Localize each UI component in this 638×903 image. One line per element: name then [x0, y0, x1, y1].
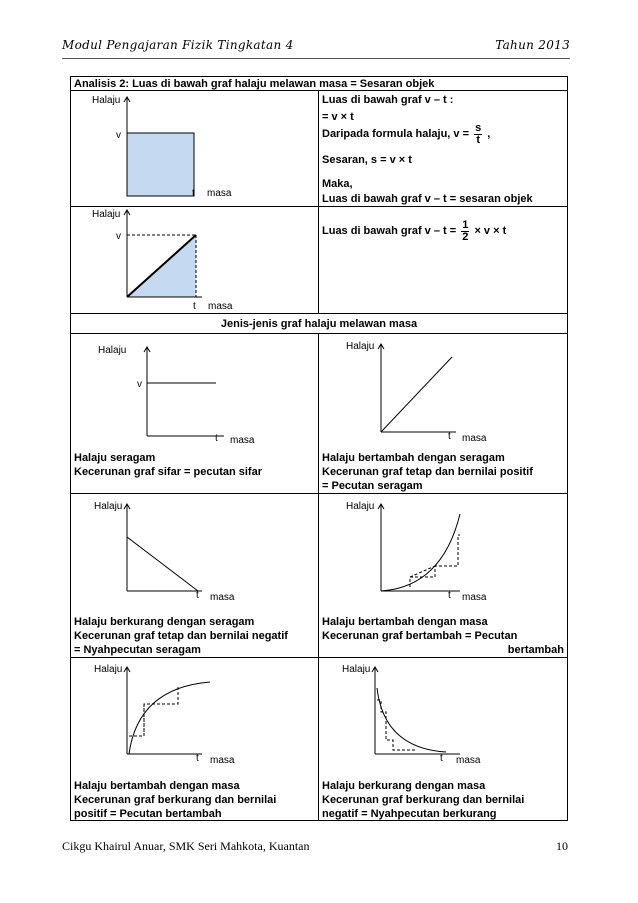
graph-constant-velocity — [94, 340, 304, 448]
fraction-s-over-t — [474, 123, 482, 146]
axis-label-halaju: Halaju — [342, 664, 371, 675]
header-rule — [62, 58, 570, 59]
velocity-curve — [129, 682, 210, 754]
y-axis — [372, 667, 378, 754]
caption-3-title: Halaju berkurang dengan seragam — [74, 616, 255, 628]
caption-3-line-3: = Nyahpecutan seragam — [74, 644, 201, 656]
y-axis — [144, 347, 150, 436]
caption-2-line-3: = Pecutan seragam — [322, 480, 423, 492]
fraction-numerator: 1 — [462, 219, 469, 231]
caption-5-line-2: Kecerunan graf berkurang dan bernilai — [74, 794, 277, 806]
graph-uniform-acceleration — [344, 337, 554, 447]
shaded-area-rectangle — [127, 133, 194, 196]
axis-label-masa: masa — [462, 433, 487, 444]
row-rule-4 — [70, 333, 568, 334]
analysis-line-5: Maka, — [322, 178, 353, 190]
footer-author: Cikgu Khairul Anuar, SMK Seri Mahkota, Kuantan — [62, 839, 310, 853]
axis-label-halaju: Halaju — [92, 95, 121, 106]
row-rule-6 — [70, 657, 568, 658]
axis-label-halaju: Halaju — [98, 345, 127, 356]
axis-label-t: t — [193, 301, 196, 312]
axis-label-t: t — [196, 590, 199, 601]
axis-label-masa: masa — [230, 435, 255, 446]
axis-label-halaju: Halaju — [94, 664, 123, 675]
axis-label-halaju: Halaju — [94, 501, 123, 512]
caption-1-line-2: Kecerunan graf sifar = pecutan sifar — [74, 466, 262, 478]
analysis-line-2: = v × t — [322, 111, 354, 123]
axis-label-v: v — [137, 379, 142, 390]
velocity-curve — [381, 514, 460, 591]
header-year: Tahun 2013 — [495, 38, 570, 52]
analysis-triangle-formula — [322, 220, 506, 243]
col-rule-bottom — [318, 333, 319, 821]
triangle-formula-text: Luas di bawah graf v – t = — [322, 225, 457, 237]
y-axis — [378, 504, 384, 591]
axis-label-halaju: Halaju — [346, 501, 375, 512]
caption-4-line-3: bertambah — [507, 644, 564, 656]
caption-6-line-2: Kecerunan graf berkurang dan bernilai — [322, 794, 525, 806]
graph-uniform-acceleration-area — [80, 207, 310, 311]
graph-increasing-acceleration — [344, 497, 554, 605]
axis-label-v: v — [116, 231, 121, 242]
analysis-line-1: Luas di bawah graf v – t : — [322, 94, 454, 106]
velocity-line — [381, 357, 452, 432]
velocity-line — [127, 537, 198, 591]
caption-5-line-3: positif = Pecutan bertambah — [74, 808, 222, 820]
analysis-line-4: Sesaran, s = v × t — [322, 154, 412, 166]
graph-constant-area — [80, 92, 310, 202]
caption-1-title: Halaju seragam — [74, 452, 156, 464]
axis-label-masa: masa — [208, 301, 233, 312]
formula-comma: , — [487, 128, 491, 140]
axis-label-t: t — [448, 590, 451, 601]
analysis-title: Analisis 2: Luas di bawah graf halaju melawan masa = Sesaran objek — [74, 78, 435, 90]
caption-6-line-3: negatif = Nyahpecutan berkurang — [322, 808, 497, 820]
axis-label-t: t — [192, 188, 195, 199]
fraction-denominator: t — [476, 134, 480, 146]
row-rule-3 — [70, 313, 568, 314]
y-axis — [124, 504, 130, 591]
row-rule-5 — [70, 493, 568, 494]
analysis-line-3 — [322, 123, 490, 146]
caption-6-title: Halaju berkurang dengan masa — [322, 780, 486, 792]
formula-velocity-text: Daripada formula halaju, v = — [322, 128, 470, 140]
axis-label-t: t — [215, 433, 218, 444]
axis-label-v: v — [116, 130, 121, 141]
caption-5-title: Halaju bertambah dengan masa — [74, 780, 240, 792]
caption-2-title: Halaju bertambah dengan seragam — [322, 452, 505, 464]
triangle-formula-tail: × v × t — [474, 225, 507, 237]
caption-2-line-2: Kecerunan graf tetap dan bernilai positif — [322, 466, 533, 478]
analysis-line-6: Luas di bawah graf v – t = sesaran objek — [322, 193, 533, 205]
axis-label-t: t — [196, 753, 199, 764]
caption-4-line-2: Kecerunan graf bertambah = Pecutan — [322, 630, 518, 642]
velocity-curve — [377, 688, 446, 752]
fraction-denominator: 2 — [462, 231, 469, 243]
axis-label-masa: masa — [207, 188, 232, 199]
graph-decreasing-acceleration — [90, 660, 300, 770]
dashed-tangent — [410, 566, 435, 577]
caption-4-title: Halaju bertambah dengan masa — [322, 616, 488, 628]
col-rule-top — [318, 90, 319, 313]
y-axis — [378, 344, 384, 432]
dashed-steps — [129, 686, 178, 736]
axis-label-masa: masa — [210, 592, 235, 603]
graph-uniform-deceleration — [90, 497, 300, 605]
y-axis — [124, 667, 130, 754]
y-axis — [124, 210, 130, 297]
axis-label-masa: masa — [456, 755, 481, 766]
axis-label-halaju: Halaju — [92, 209, 121, 220]
axis-label-masa: masa — [462, 592, 487, 603]
fraction-one-half — [461, 220, 469, 243]
types-section-title: Jenis-jenis graf halaju melawan masa — [220, 318, 418, 330]
fraction-numerator: s — [475, 122, 482, 134]
header-title: Modul Pengajaran Fizik Tingkatan 4 — [62, 38, 294, 52]
dashed-steps — [410, 535, 460, 587]
caption-3-line-2: Kecerunan graf tetap dan bernilai negatif — [74, 630, 288, 642]
axis-label-halaju: Halaju — [346, 341, 375, 352]
axis-label-masa: masa — [210, 755, 235, 766]
axis-label-t: t — [448, 431, 451, 442]
axis-label-t: t — [440, 753, 443, 764]
page-number: 10 — [556, 839, 568, 853]
graph-decreasing-deceleration — [340, 660, 554, 770]
